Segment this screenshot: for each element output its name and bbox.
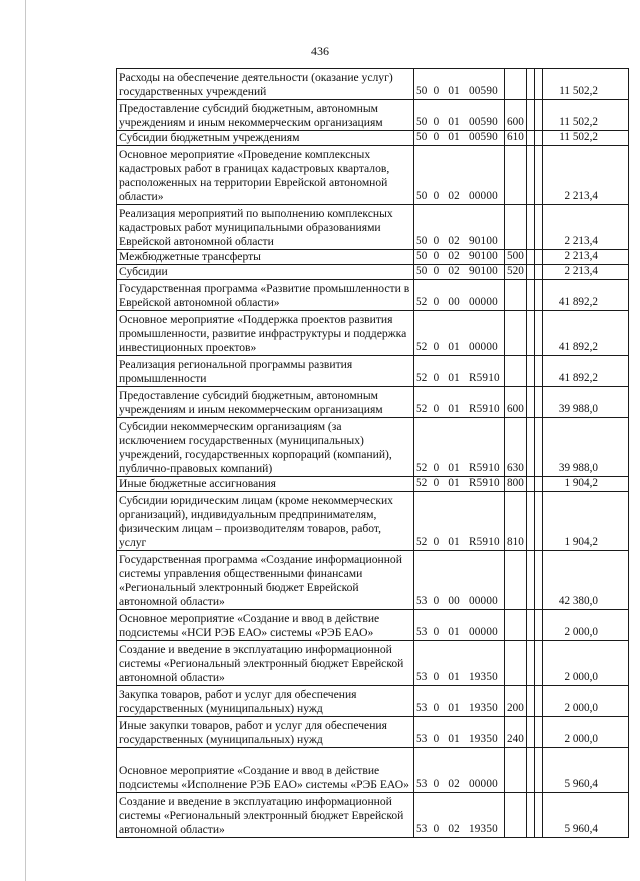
row-name: Основное мероприятие «Создание и ввод в действие подсистемы «Исполнение РЭБ ЕАО» системы «РЭБ ЕАО» — [117, 748, 414, 793]
target-article-code: 52 0 00 00000 — [414, 280, 505, 311]
table-row — [117, 610, 629, 641]
target-article-code: 50 0 01 00590 — [414, 100, 505, 131]
target-article-code: 53 0 01 19350 — [414, 686, 505, 717]
target-article-code: 53 0 02 00000 — [414, 748, 505, 793]
subsection-code — [535, 551, 543, 610]
amount: 1 904,2 — [543, 477, 629, 492]
section-code — [527, 686, 535, 717]
subsection-code — [535, 610, 543, 641]
amount: 41 892,2 — [543, 311, 629, 356]
page-edge-line — [25, 0, 26, 881]
section-code — [527, 641, 535, 686]
table-row — [117, 748, 629, 793]
subsection-code — [535, 146, 543, 205]
target-article-code: 50 0 02 90100 — [414, 250, 505, 265]
section-code — [527, 311, 535, 356]
target-article-code: 53 0 01 00000 — [414, 610, 505, 641]
table-row — [117, 717, 629, 748]
target-article-code: 52 0 01 R5910 — [414, 492, 505, 551]
section-code — [527, 387, 535, 418]
row-name: Закупка товаров, работ и услуг для обеспечения государственных (муниципальных) нужд — [117, 686, 414, 717]
section-code — [527, 205, 535, 250]
subsection-code — [535, 717, 543, 748]
row-name: Государственная программа «Создание информационной системы управления общественными финансами «Региональный электронный бюджет Еврейской автономной области» — [117, 551, 414, 610]
row-name: Предоставление субсидий бюджетным, автономным учреждениям и иным некоммерческим организациям — [117, 100, 414, 131]
amount: 5 960,4 — [543, 748, 629, 793]
expense-type-code — [505, 793, 527, 838]
target-article-code: 52 0 01 00000 — [414, 311, 505, 356]
amount: 39 988,0 — [543, 387, 629, 418]
target-article-code: 52 0 01 R5910 — [414, 356, 505, 387]
amount: 2 213,4 — [543, 146, 629, 205]
expense-type-code: 240 — [505, 717, 527, 748]
expense-type-code: 810 — [505, 492, 527, 551]
row-name: Основное мероприятие «Проведение комплексных кадастровых работ в границах кадастровых кварталов, расположенных на территории Еврейской автономной области» — [117, 146, 414, 205]
target-article-code: 52 0 01 R5910 — [414, 477, 505, 492]
row-name: Государственная программа «Развитие промышленности в Еврейской автономной области» — [117, 280, 414, 311]
subsection-code — [535, 418, 543, 477]
subsection-code — [535, 311, 543, 356]
table-row — [117, 311, 629, 356]
subsection-code — [535, 387, 543, 418]
table-row — [117, 418, 629, 477]
subsection-code — [535, 250, 543, 265]
subsection-code — [535, 356, 543, 387]
section-code — [527, 280, 535, 311]
row-name: Создание и введение в эксплуатацию информационной системы «Региональный электронный бюджет Еврейской автономной области» — [117, 641, 414, 686]
target-article-code: 50 0 02 00000 — [414, 146, 505, 205]
amount: 11 502,2 — [543, 100, 629, 131]
amount: 2 000,0 — [543, 717, 629, 748]
amount: 41 892,2 — [543, 356, 629, 387]
target-article-code: 53 0 00 00000 — [414, 551, 505, 610]
section-code — [527, 69, 535, 100]
subsection-code — [535, 100, 543, 131]
table-row — [117, 492, 629, 551]
table-row — [117, 146, 629, 205]
table-row — [117, 205, 629, 250]
table-row — [117, 100, 629, 131]
table-row — [117, 686, 629, 717]
amount: 1 904,2 — [543, 492, 629, 551]
amount: 11 502,2 — [543, 69, 629, 100]
subsection-code — [535, 492, 543, 551]
budget-table — [116, 68, 629, 838]
subsection-code — [535, 477, 543, 492]
table-row — [117, 387, 629, 418]
expense-type-code: 610 — [505, 131, 527, 146]
section-code — [527, 717, 535, 748]
expense-type-code — [505, 356, 527, 387]
subsection-code — [535, 265, 543, 280]
amount: 11 502,2 — [543, 131, 629, 146]
subsection-code — [535, 641, 543, 686]
target-article-code: 53 0 02 19350 — [414, 793, 505, 838]
target-article-code: 52 0 01 R5910 — [414, 418, 505, 477]
amount: 2 000,0 — [543, 641, 629, 686]
section-code — [527, 250, 535, 265]
expense-type-code — [505, 551, 527, 610]
section-code — [527, 265, 535, 280]
section-code — [527, 418, 535, 477]
row-name: Реализация мероприятий по выполнению комплексных кадастровых работ муниципальными образованиями Еврейской автономной области — [117, 205, 414, 250]
row-name: Предоставление субсидий бюджетным, автономным учреждениям и иным некоммерческим организациям — [117, 387, 414, 418]
target-article-code: 50 0 02 90100 — [414, 265, 505, 280]
row-name: Создание и введение в эксплуатацию информационной системы «Региональный электронный бюджет Еврейской автономной области» — [117, 793, 414, 838]
row-name: Реализация региональной программы развития промышленности — [117, 356, 414, 387]
subsection-code — [535, 748, 543, 793]
expense-type-code: 800 — [505, 477, 527, 492]
table-row — [117, 551, 629, 610]
expense-type-code — [505, 748, 527, 793]
table-row — [117, 265, 629, 280]
expense-type-code — [505, 146, 527, 205]
row-name: Субсидии — [117, 265, 414, 280]
subsection-code — [535, 205, 543, 250]
row-name: Иные бюджетные ассигнования — [117, 477, 414, 492]
section-code — [527, 492, 535, 551]
amount: 2 213,4 — [543, 205, 629, 250]
table-row — [117, 477, 629, 492]
expense-type-code: 600 — [505, 100, 527, 131]
row-name: Субсидии некоммерческим организациям (за исключением государственных (муниципальных) учреждений, государственных корпораций (компаний), публично-правовых компаний) — [117, 418, 414, 477]
row-name: Основное мероприятие «Создание и ввод в действие подсистемы «НСИ РЭБ ЕАО» системы «РЭБ ЕАО» — [117, 610, 414, 641]
table-row — [117, 641, 629, 686]
amount: 5 960,4 — [543, 793, 629, 838]
expense-type-code — [505, 280, 527, 311]
expense-type-code: 500 — [505, 250, 527, 265]
amount: 41 892,2 — [543, 280, 629, 311]
table-row — [117, 793, 629, 838]
section-code — [527, 100, 535, 131]
subsection-code — [535, 793, 543, 838]
row-name: Субсидии бюджетным учреждениям — [117, 131, 414, 146]
amount: 39 988,0 — [543, 418, 629, 477]
expense-type-code — [505, 69, 527, 100]
row-name: Субсидии юридическим лицам (кроме некоммерческих организаций), индивидуальным предпринимателям, физическим лицам – производителям товаров, работ, услуг — [117, 492, 414, 551]
amount: 2 000,0 — [543, 686, 629, 717]
target-article-code: 53 0 01 19350 — [414, 717, 505, 748]
target-article-code: 53 0 01 19350 — [414, 641, 505, 686]
row-name: Межбюджетные трансферты — [117, 250, 414, 265]
subsection-code — [535, 686, 543, 717]
table-row — [117, 280, 629, 311]
table-row — [117, 356, 629, 387]
target-article-code: 50 0 02 90100 — [414, 205, 505, 250]
row-name: Расходы на обеспечение деятельности (оказание услуг) государственных учреждений — [117, 69, 414, 100]
section-code — [527, 748, 535, 793]
expense-type-code — [505, 311, 527, 356]
target-article-code: 52 0 01 R5910 — [414, 387, 505, 418]
section-code — [527, 356, 535, 387]
amount: 2 213,4 — [543, 265, 629, 280]
amount: 42 380,0 — [543, 551, 629, 610]
table-row — [117, 131, 629, 146]
subsection-code — [535, 69, 543, 100]
page-number: 436 — [311, 44, 329, 58]
target-article-code: 50 0 01 00590 — [414, 131, 505, 146]
expense-type-code: 630 — [505, 418, 527, 477]
table-row — [117, 250, 629, 265]
expense-type-code: 200 — [505, 686, 527, 717]
section-code — [527, 146, 535, 205]
expense-type-code — [505, 205, 527, 250]
subsection-code — [535, 131, 543, 146]
amount: 2 213,4 — [543, 250, 629, 265]
amount: 2 000,0 — [543, 610, 629, 641]
row-name: Иные закупки товаров, работ и услуг для обеспечения государственных (муниципальных) нужд — [117, 717, 414, 748]
row-name: Основное мероприятие «Поддержка проектов развития промышленности, развитие инфраструктуры и поддержка инвестиционных проектов» — [117, 311, 414, 356]
table-row — [117, 69, 629, 100]
subsection-code — [535, 280, 543, 311]
expense-type-code: 600 — [505, 387, 527, 418]
section-code — [527, 793, 535, 838]
expense-type-code: 520 — [505, 265, 527, 280]
section-code — [527, 477, 535, 492]
section-code — [527, 610, 535, 641]
target-article-code: 50 0 01 00590 — [414, 69, 505, 100]
section-code — [527, 131, 535, 146]
expense-type-code — [505, 610, 527, 641]
expense-type-code — [505, 641, 527, 686]
section-code — [527, 551, 535, 610]
